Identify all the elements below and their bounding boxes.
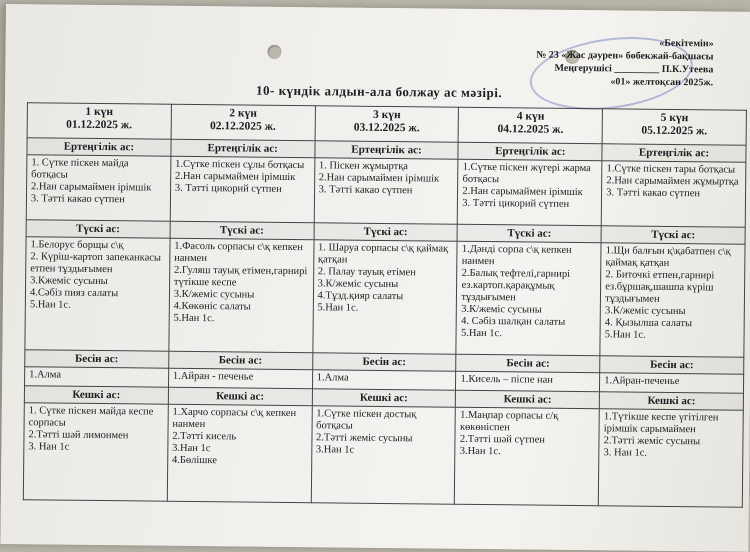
dinner-label: Кешкі ас: <box>312 389 456 408</box>
dish-item: 3.К/жеміс сусыны <box>461 303 542 316</box>
dish-item: 4. Қызылша салаты <box>604 317 693 330</box>
snack-label: Бесін ас: <box>168 351 312 370</box>
page-title: 10- күндік алдын-ала болжау ас мәзірі. <box>255 82 503 101</box>
dish-item: 2.Тәтті жеміс сусыны <box>316 432 413 445</box>
dish-item: 3.К/жеміс сусыны <box>604 305 686 318</box>
day-label: 4 күн <box>516 110 545 123</box>
snack-cell <box>25 367 169 388</box>
lunch-cell <box>25 237 170 351</box>
approval-block <box>413 34 714 89</box>
snack-cell <box>312 370 456 391</box>
dish-item: 3.Нан 1с <box>172 442 211 455</box>
approval-line: Меңгерушісі _________ П.К.Утеева <box>554 62 714 76</box>
breakfast-cell <box>458 159 602 226</box>
breakfast-cell <box>26 155 170 222</box>
dinner-label: Кешкі ас: <box>24 386 168 405</box>
dish-item: 3. Нан 1с <box>28 441 70 453</box>
day-label: 2 күн <box>229 107 257 120</box>
lunch-label: Түскі ас: <box>457 224 601 243</box>
dish-item: 1.Айран-печенье <box>604 375 680 388</box>
dish-item: 2.Нан сарымаймен ірімшік <box>174 170 296 184</box>
snack-cell <box>168 368 312 389</box>
dish-item: 3.Кжеміс сусыны <box>30 275 108 288</box>
day-date: 04.12.2025 ж. <box>497 123 564 136</box>
dish-item: 5.Нан 1с. <box>460 327 502 340</box>
lunch-cell <box>456 241 601 355</box>
day-header <box>171 104 315 141</box>
menu-sheet <box>0 4 750 552</box>
dish-item: 1.Фасоль сорпасы с\қ кепкен нанмен <box>174 240 303 265</box>
dinner-label: Кешкі ас: <box>456 390 600 409</box>
lunch-cell <box>600 243 745 357</box>
breakfast-label: Ертеңгілік ас: <box>27 138 171 157</box>
lunch-label: Түскі ас: <box>26 220 170 239</box>
day-header <box>602 109 746 146</box>
day-date: 02.12.2025 ж. <box>209 120 276 133</box>
dish-item: 4.Сәбіз пияз салаты <box>29 287 119 300</box>
snack-label: Бесін ас: <box>600 356 744 375</box>
day-date: 05.12.2025 ж. <box>641 124 708 138</box>
breakfast-cell <box>314 158 458 225</box>
lunch-cell <box>169 238 314 352</box>
breakfast-label: Ертеңгілік ас: <box>602 144 746 163</box>
dinner-cell <box>455 407 600 506</box>
dish-item: 1.Алма <box>316 372 349 384</box>
dinner-cell <box>167 404 312 503</box>
dish-item: 1.Сүтке піскен сұлы ботқасы <box>175 158 305 172</box>
dish-item: 2.Нан сарымаймен ірімшік <box>318 172 440 185</box>
snack-cell <box>600 373 744 394</box>
dish-item: 1. Сүтке піскен майда кеспе сорпасы <box>28 405 154 429</box>
dish-item: 1. Шаруа сорпасы с\қ қаймақ қатқан <box>317 242 449 266</box>
day-label: 3 күн <box>372 108 401 122</box>
dish-item: 4.Бөлішке <box>171 454 217 467</box>
approval-line: «01» желтоқсан 2025ж. <box>610 76 714 89</box>
dish-item: 3.К/жеміс сусыны <box>317 278 399 291</box>
dish-item: 5.Нан 1с. <box>173 312 215 325</box>
dish-item: 1.Түтікше кеспе үгітілген ірімшік сарымаймен <box>603 411 719 436</box>
dish-item: 2.Тәтті шәй лимонмен <box>28 429 129 442</box>
dish-item: 2.Гуляш тауық етімен,гарнирі түтікше кеспе <box>173 264 308 289</box>
breakfast-label: Ертеңгілік ас: <box>315 141 459 160</box>
dish-item: 3. Нан 1с. <box>603 447 648 459</box>
snack-label: Бесін ас: <box>312 353 456 372</box>
dish-item: 1.Белорус борщы с\қ <box>30 239 124 252</box>
lunch-label: Түскі ас: <box>314 223 458 242</box>
dish-item: 4.Көкөніс салаты <box>173 300 251 313</box>
dish-item: 1. Сүтке піскен майда ботқасы <box>31 157 129 181</box>
lunch-cell <box>312 240 457 354</box>
dish-item: 5.Нан 1с. <box>29 299 71 311</box>
breakfast-cell <box>601 161 745 228</box>
day-header <box>315 106 459 143</box>
day-date: 01.12.2025 ж. <box>66 118 133 132</box>
dish-item: 1.Сүтке піскен достық ботқасы <box>316 408 417 432</box>
dish-item: 2.Нан сарымаймен жұмыртқа <box>606 175 739 188</box>
punch-hole <box>267 45 281 59</box>
dish-item: 2.Тәтті кисель <box>172 430 237 443</box>
dish-item: 1.Маңпар сорпасы с/қ көкөніспен <box>459 409 559 434</box>
dish-item: 1.Харчо сорпасы с\қ кепкен нанмен <box>172 406 297 431</box>
day-label: 1 күн <box>85 105 114 119</box>
snack-cell <box>456 371 600 392</box>
dish-item: 1.Алма <box>29 369 62 381</box>
dish-item: 1.Сүтке піскен тары ботқасы <box>606 163 736 176</box>
dish-item: 2.Нан сарымаймен ірімшік <box>462 185 583 199</box>
snack-label: Бесін ас: <box>25 350 169 369</box>
dish-item: 1.Щи балғын қ\қабатпен с\қ қаймақ қатқан <box>605 245 731 269</box>
dish-item: 3.Нан 1с <box>315 444 355 456</box>
breakfast-label: Ертеңгілік ас: <box>458 142 602 161</box>
snack-label: Бесін ас: <box>456 354 600 373</box>
dish-item: 1.Айран - печенье <box>172 370 254 383</box>
day-label: 5 күн <box>660 111 689 125</box>
lunch-label: Түскі ас: <box>170 221 314 240</box>
dish-item: 5.Нан 1с. <box>604 329 646 341</box>
dish-item: 1. Піскен жұмыртқа <box>318 160 409 173</box>
lunch-label: Түскі ас: <box>601 226 745 245</box>
dish-item: 5.Нан 1с. <box>317 302 359 314</box>
day-header <box>27 103 171 140</box>
day-header <box>458 107 602 144</box>
dish-item: 1.Дәнді сорпа с\қ кепкен нанмен <box>461 243 572 268</box>
dish-item: 2.Балық тефтелі,гарнирі ез.картоп.қарақұмық тұздығымен <box>461 267 571 304</box>
breakfast-label: Ертеңгілік ас: <box>171 139 315 158</box>
dish-item: 1.Кисель – піспе нан <box>460 373 554 386</box>
dish-item: 3. Тәтті какао сүтпен <box>30 193 125 206</box>
dish-item: 2.Тәтті шәй сүтпен <box>459 433 545 446</box>
dish-item: 2. Палау тауық етімен <box>317 266 416 279</box>
dish-item: 4. Сәбіз шалқан салаты <box>461 315 566 328</box>
dish-item: 1.Сүтке піскен жүгері жарма ботқасы <box>462 161 591 186</box>
dish-item: 3. Тәтті цикорий сүтпен <box>462 197 570 210</box>
dinner-cell <box>23 403 168 502</box>
dish-item: 2.Тәтті жеміс сусыны <box>603 435 701 448</box>
day-date: 03.12.2025 ж. <box>353 121 420 135</box>
dinner-cell <box>311 406 456 505</box>
dinner-cell <box>598 409 743 508</box>
dish-item: 4.Тұзд.қияр салаты <box>317 290 404 303</box>
breakfast-cell <box>170 156 314 223</box>
dish-item: 2.Нан сарымаймен ірімшік <box>31 181 152 194</box>
dinner-label: Кешкі ас: <box>599 392 743 411</box>
approval-line: «Бекітемін» <box>659 37 714 50</box>
dish-item: 3. Тәтті цикорий сүтпен <box>174 182 282 195</box>
dinner-label: Кешкі ас: <box>168 387 312 406</box>
dish-item: 3.К/жеміс сусыны <box>173 288 255 301</box>
dish-item: 2. Биточкі етпен,гарнирі ез.бұршақ,шашпа күріш тұздығымен <box>605 269 715 305</box>
dish-item: 3.Нан 1с. <box>459 445 501 458</box>
approval-line: № 23 «Жас дәурен» бөбекжай-бақшасы <box>536 49 714 63</box>
menu-table <box>23 102 747 508</box>
dish-item: 3. Тәтті какао сүтпен <box>318 184 413 197</box>
dish-item: 2. Күріш-картоп запеканкасы етпен тұздығымен <box>30 251 162 276</box>
dish-item: 3. Тәтті какао сүтпен <box>606 187 701 200</box>
